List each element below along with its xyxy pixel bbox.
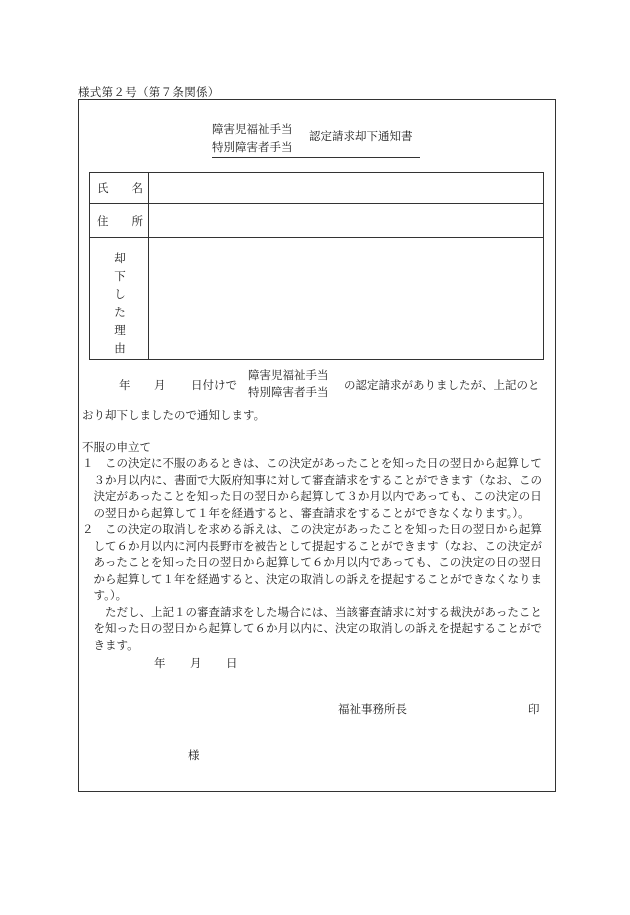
reason-label-char: 下 — [114, 269, 126, 283]
notice-year: 年 — [119, 378, 131, 392]
table-column-divider — [148, 172, 149, 360]
reason-label-char: し — [114, 287, 126, 301]
name-label: 氏 名 — [97, 181, 143, 195]
appeal-line: ただし、上記１の審査請求をした場合には、当該審査請求に対する裁決があったこと — [82, 604, 542, 619]
address-field[interactable] — [150, 206, 542, 235]
notice-tail: の認定請求がありましたが、上記のと — [344, 378, 540, 392]
form-label: 様式第２号（第７条関係） — [78, 85, 220, 99]
title-underline — [212, 157, 420, 158]
address-label: 住 所 — [97, 214, 143, 228]
reason-field[interactable] — [150, 240, 542, 358]
title-allowance-2: 特別障害者手当 — [212, 140, 293, 154]
notice-line-2: おり却下しましたので通知します。 — [82, 408, 266, 422]
table-row-divider — [89, 203, 544, 204]
appeal-body — [82, 455, 542, 653]
appeal-line: す。）。 — [82, 588, 128, 602]
appeal-line: を知った日の翌日から起算して６か月以内に、決定の取消しの訴えを提起することがで — [82, 621, 542, 635]
appeal-line: 決定があったことを知った日の翌日から起算して３か月以内であっても、この決定の日 — [82, 489, 542, 503]
reason-label-char: 理 — [114, 323, 126, 337]
appeal-heading: 不服の申立て — [82, 440, 151, 454]
reason-label-char: 由 — [114, 341, 126, 355]
appeal-line: ２ この決定の取消しを求める訴えは、この決定があったことを知った日の翌日から起算 — [82, 522, 542, 536]
notice-allowance-1: 障害児福祉手当 — [248, 368, 329, 382]
title-allowance-1: 障害児福祉手当 — [212, 122, 293, 136]
recipient-suffix: 様 — [188, 748, 200, 762]
notice-day: 日付けで — [191, 378, 237, 392]
date-day: 日 — [226, 656, 238, 670]
appeal-line: から起算して１年を経過すると、決定の取消しの訴えを提起することができなくなりま — [82, 571, 542, 586]
appeal-line: ３か月以内に、書面で大阪府知事に対して審査請求をすることができます（なお、この — [82, 472, 542, 487]
title-allowance-names — [212, 120, 293, 156]
notice-month: 月 — [154, 378, 166, 392]
title-suffix: 認定請求却下通知書 — [309, 129, 413, 143]
date-year: 年 — [154, 656, 166, 670]
appeal-line: あったことを知った日の翌日から起算して６か月以内であっても、この決定の日の翌日 — [82, 555, 542, 569]
date-month: 月 — [190, 656, 202, 670]
appeal-line: きます。 — [82, 637, 139, 652]
appeal-line: して６か月以内に河内長野市を被告として提起することができます（なお、この決定が — [82, 538, 542, 553]
name-field[interactable] — [150, 174, 542, 201]
appeal-line: １ この決定に不服のあるときは、この決定があったことを知った日の翌日から起算して — [82, 456, 542, 470]
issuer-office: 福祉事務所長 — [338, 702, 407, 716]
table-row-divider — [89, 237, 544, 238]
reason-label-char: た — [114, 305, 126, 319]
seal-mark: 印 — [528, 702, 540, 716]
notice-allowance-2: 特別障害者手当 — [248, 385, 329, 399]
reason-label-char: 却 — [114, 251, 126, 265]
notice-allowance-names — [248, 367, 329, 401]
appeal-line: の翌日から起算して１年を経過すると、審査請求をすることができなくなります。）。 — [82, 505, 530, 520]
